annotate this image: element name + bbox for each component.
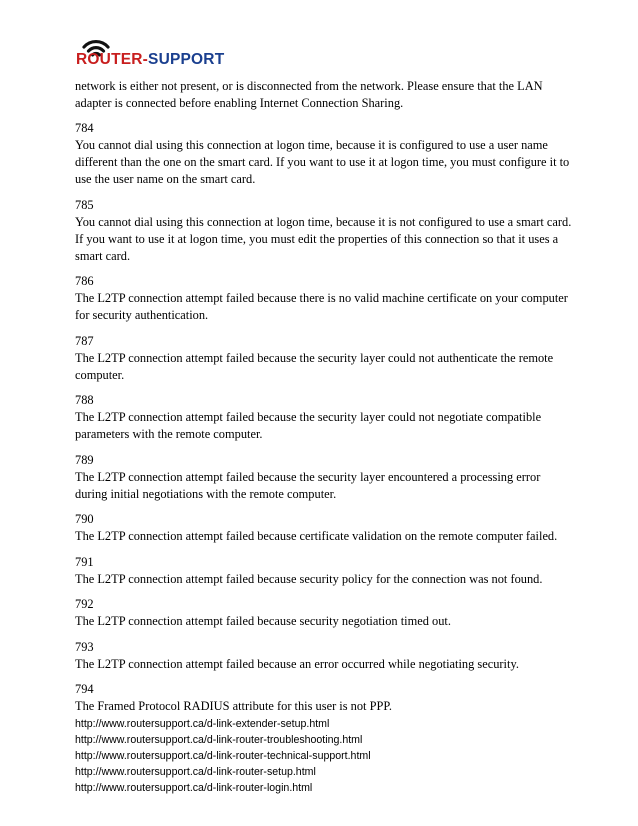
error-code: 785 (75, 197, 94, 212)
error-entry (75, 273, 575, 324)
error-entry (75, 639, 575, 673)
error-description: The L2TP connection attempt failed because an error occurred while negotiating security. (75, 656, 519, 671)
footer-link-router-setup[interactable]: http://www.routersupport.ca/d-link-router-setup.html (75, 766, 316, 778)
logo-letter-o: O (87, 51, 100, 68)
error-description: The Framed Protocol RADIUS attribute for this user is not PPP. (75, 699, 392, 713)
error-description: You cannot dial using this connection at logon time, because it is configured to use a user name different than the one on the smart card. If you want to use it at logon time, you must configure it to use the user name on the smart card. (75, 138, 570, 186)
error-description: The L2TP connection attempt failed because certificate validation on the remote computer failed. (75, 529, 558, 543)
error-description: The L2TP connection attempt failed because the security layer could not authenticate the remote computer. (75, 350, 554, 382)
error-entry (75, 197, 575, 265)
error-code: 784 (75, 121, 94, 135)
error-entry (75, 596, 575, 630)
footer-link-extender-setup[interactable]: http://www.routersupport.ca/d-link-extender-setup.html (75, 718, 330, 730)
error-code: 793 (75, 639, 94, 654)
error-description: The L2TP connection attempt failed because the security layer encountered a processing error during initial negotiations with the remote computer. (75, 469, 541, 501)
error-entry (75, 554, 575, 588)
error-entry (75, 120, 575, 188)
error-entry (75, 333, 575, 384)
intro-paragraph: network is either not present, or is disconnected from the network. Please ensure that the LAN adapter is connected before enabling Internet Connection Sharing. (75, 79, 543, 110)
error-description: You cannot dial using this connection at logon time, because it is not configured to use a smart card. If you want to use it at logon time, you must edit the properties of this connection so that it uses a smart card. (75, 214, 572, 263)
error-entry (75, 681, 575, 715)
error-code: 792 (75, 597, 94, 611)
error-code: 786 (75, 274, 94, 288)
footer-link-router-technical-support[interactable]: http://www.routersupport.ca/d-link-router-technical-support.html (75, 750, 371, 762)
error-description: The L2TP connection attempt failed because security negotiation timed out. (75, 614, 451, 628)
logo-letters-uter: UTER- (99, 51, 149, 68)
error-code: 787 (75, 333, 94, 348)
error-code: 790 (75, 512, 94, 526)
error-code: 788 (75, 393, 94, 407)
router-support-logo (76, 36, 226, 70)
error-description: The L2TP connection attempt failed because security policy for the connection was not found. (75, 571, 543, 586)
error-description: The L2TP connection attempt failed because there is no valid machine certificate on your computer for security authentication. (75, 291, 568, 322)
error-entry (75, 392, 575, 443)
logo-letter-r: R (76, 51, 88, 68)
error-entry (75, 511, 575, 545)
footer-link-router-troubleshooting[interactable]: http://www.routersupport.ca/d-link-router-troubleshooting.html (75, 734, 363, 746)
error-code: 794 (75, 682, 94, 696)
error-entry (75, 452, 575, 503)
logo-wordmark (76, 51, 224, 69)
document-body (75, 78, 575, 724)
logo-word-support: SUPPORT (148, 51, 225, 68)
footer-link-router-login[interactable]: http://www.routersupport.ca/d-link-router-login.html (75, 782, 313, 794)
footer-links (75, 716, 575, 796)
error-description: The L2TP connection attempt failed because the security layer could not negotiate compatible parameters with the remote computer. (75, 410, 542, 441)
error-code: 791 (75, 554, 94, 569)
error-code: 789 (75, 452, 94, 467)
